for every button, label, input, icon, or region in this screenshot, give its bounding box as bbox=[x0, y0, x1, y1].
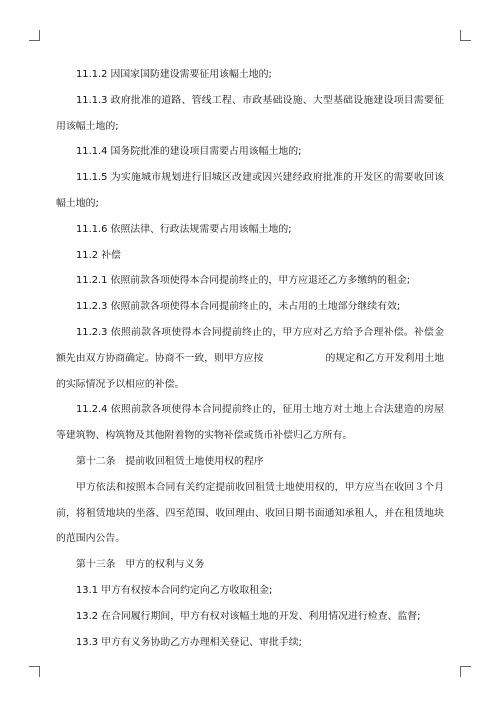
article-12-heading: 第十二条 提前收回租赁土地使用权的程序 bbox=[76, 455, 264, 467]
clause-11-2-1: 11.2.1 依照前款各项使得本合同提前终止的，甲方应退还乙方多缴纳的租金; bbox=[76, 275, 411, 287]
clause-13-2: 13.2 在合同履行期间，甲方有权对该幅土地的开发、利用情况进行检查、监督; bbox=[76, 610, 421, 622]
clause-13-1: 13.1 甲方有权按本合同约定向乙方收取租金; bbox=[76, 584, 273, 596]
clause-11-2-4: 11.2.4 依照前款各项使得本合同提前终止的，征用土地方对土地上合法建造的房屋等建筑物、构筑物及其他附着物的实物补偿或货币补偿归乙方所有。 bbox=[56, 404, 444, 442]
clause-11-1-2: 11.1.2 因国家国防建设需要征用该幅土地的; bbox=[76, 69, 272, 80]
section-11-2-heading: 11.2 补偿 bbox=[76, 249, 121, 261]
crop-mark-top-left bbox=[29, 30, 40, 41]
clause-11-1-4: 11.1.4 国务院批准的建设项目需要占用该幅土地的; bbox=[76, 146, 302, 158]
crop-mark-bottom-right bbox=[460, 666, 471, 677]
clause-11-2-3-b-continued: 的规定和乙方开发利用土地的实际情况予以相应的补偿。 bbox=[56, 352, 444, 390]
clause-11-1-5: 11.1.5 为实施城市规划进行旧城区改建或因兴建经政府批准的开发区的需要收回该幅土地的; bbox=[56, 172, 444, 209]
clause-13-3: 13.3 甲方有义务协助乙方办理相关登记、审批手续; bbox=[76, 636, 302, 648]
clause-11-2-3-a: 11.2.3 依照前款各项使得本合同提前终止的，未占用的土地部分继续有效; bbox=[76, 301, 401, 313]
document-page bbox=[56, 62, 444, 655]
crop-mark-bottom-left bbox=[29, 666, 40, 677]
clause-11-1-6: 11.1.6 依照法律、行政法规需要占用该幅土地的; bbox=[76, 223, 292, 235]
clause-11-1-3: 11.1.3 政府批准的道路、管线工程、市政基础设施、大型基础设施建设项目需要征用该幅土地的; bbox=[56, 94, 444, 132]
crop-mark-top-right bbox=[460, 30, 471, 41]
article-12-body: 甲方依法和按照本合同有关约定提前收回租赁土地使用权的，甲方应当在收回３个月前，将租赁地块的坐落、四至范围、收回理由、收回日期书面通知承租人，并在租赁地块的范围内公告。 bbox=[56, 481, 444, 545]
clause-11-2-3-b-text: 11.2.3 依照前款各项使得本合同提前终止的，甲方应对乙方给予合理补偿。补偿金额先由双方协商确定。协商不一致，则甲方应按 bbox=[56, 326, 444, 364]
article-13-heading: 第十三条 甲方的权利与义务 bbox=[76, 559, 205, 571]
clause-11-2-3-b bbox=[56, 320, 444, 397]
